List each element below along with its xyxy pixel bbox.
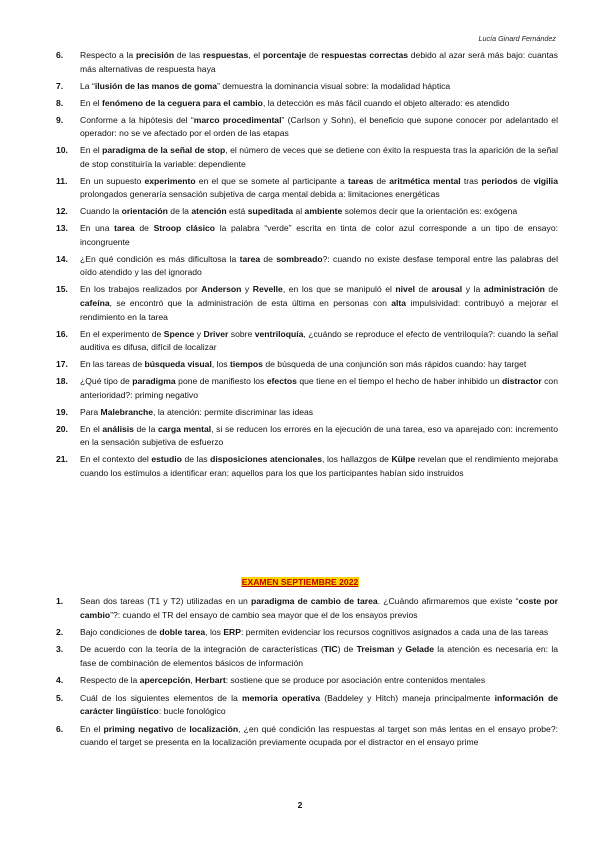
list-item: [56, 723, 558, 750]
key-term: carga mental: [157, 423, 212, 434]
section-title-text: EXAMEN SEPTIEMBRE 2022: [241, 577, 359, 587]
page-number: 2: [297, 800, 303, 810]
item-text: [80, 284, 558, 321]
item-number: 9.: [56, 114, 64, 125]
text-run: y: [241, 284, 253, 295]
key-term: TIC: [323, 644, 338, 655]
key-term: administración: [483, 284, 545, 295]
text-run: impulsividad: contribuyó a mejorar el rendimiento en la tarea: [80, 298, 558, 322]
item-text: [80, 254, 558, 278]
text-run: al: [293, 206, 305, 217]
key-term: experimento: [144, 175, 196, 186]
key-term: porcentaje: [262, 50, 307, 60]
key-term: Treisman: [356, 644, 395, 655]
list-item: [56, 97, 558, 111]
text-run: en el que se somete al participante a: [195, 175, 348, 186]
item-text: [80, 98, 509, 108]
text-run: En el: [80, 145, 103, 156]
item-text: [80, 407, 313, 417]
item-number: 3.: [56, 644, 64, 655]
text-run: . ¿Cuándo afirmaremos que existe “: [377, 596, 519, 606]
key-term: alta: [391, 298, 407, 309]
key-term: Anderson: [201, 284, 242, 295]
key-term: periodos: [481, 175, 518, 186]
list-item: [56, 643, 558, 670]
item-number: 19.: [56, 406, 68, 417]
text-run: , el: [248, 50, 263, 60]
text-run: En un supuesto: [80, 175, 145, 186]
item-text: [80, 81, 450, 91]
key-term: apercepción: [139, 675, 191, 686]
key-term: arousal: [431, 284, 463, 295]
item-number: 20.: [56, 423, 68, 434]
item-text: [80, 675, 485, 685]
item-text: [80, 693, 558, 717]
text-run: de: [260, 253, 277, 264]
key-term: paradigma de la señal de stop: [102, 145, 226, 156]
text-run: de: [373, 175, 390, 186]
key-term: tarea: [239, 253, 261, 264]
item-text: [80, 50, 558, 74]
text-run: tras: [460, 175, 482, 186]
key-term: ERP: [223, 626, 241, 637]
list-item: [56, 205, 558, 219]
key-term: información de carácter lingüístico: [80, 692, 558, 717]
key-term: Spence: [163, 328, 195, 339]
list-item: [56, 49, 558, 76]
text-run: , los: [205, 626, 224, 637]
text-run: (Baddeley y Hitch) maneja principalmente: [320, 692, 495, 703]
key-term: orientación: [121, 206, 168, 217]
text-run: que tiene en el tiempo el hecho de haber inhibido un: [296, 376, 503, 387]
list-item: [56, 328, 558, 355]
text-run: de: [134, 223, 154, 234]
text-run: prolongados generaría sensación subjetiva de carga mental debida a: limitaciones energéticas: [80, 189, 440, 200]
item-text: [80, 376, 558, 400]
key-term: Stroop clásico: [153, 223, 216, 234]
text-run: de: [306, 50, 322, 60]
question-list-2: [56, 595, 558, 754]
text-run: Respecto a la: [80, 50, 136, 60]
text-run: de la: [133, 423, 158, 434]
item-number: 10.: [56, 145, 68, 156]
text-run: sobre: [228, 328, 255, 339]
key-term: nivel: [395, 284, 416, 295]
item-text: [80, 329, 558, 353]
list-item: [56, 80, 558, 94]
key-term: distractor: [502, 376, 542, 387]
item-text: [80, 424, 558, 448]
text-run: y: [394, 644, 406, 655]
item-text: [80, 359, 526, 369]
list-item: [56, 358, 558, 372]
text-run: , el número de veces que se detiene con éxito la respuesta tras la aparición de la señal de stop constituiría la variable: dependiente: [80, 145, 558, 169]
key-term: Malebranche: [100, 406, 154, 417]
list-item: [56, 375, 558, 402]
text-run: ?: cuando no existe desfase temporal entre las palabras del oído atendido y las del ignorado: [80, 253, 558, 278]
key-term: ambiente: [304, 206, 343, 217]
text-run: , ¿en qué condición las respuestas al target son más lentas en el ensayo probe?: cuando el target se presenta en la localización previamente ocupada por el distractor en el ensayo prime: [80, 723, 558, 748]
key-term: efectos: [266, 376, 297, 387]
item-number: 13.: [56, 223, 68, 234]
item-text: [80, 627, 548, 637]
text-run: La “: [80, 80, 95, 91]
item-number: 7.: [56, 80, 64, 91]
item-number: 11.: [56, 175, 68, 186]
text-run: En el: [80, 97, 102, 108]
text-run: , la atención: permite discriminar las ideas: [153, 406, 314, 417]
key-term: paradigma: [132, 376, 176, 387]
text-run: En una: [80, 223, 115, 234]
key-term: respuestas correctas: [321, 50, 409, 60]
item-text: [80, 115, 558, 139]
key-term: paradigma de cambio de tarea: [250, 596, 378, 606]
text-run: y: [194, 328, 204, 339]
text-run: la palabra “verde” escrita en tinta de color azul corresponde a un tipo de ensayo: incongruente: [80, 223, 559, 247]
list-item: [56, 595, 558, 622]
text-run: Bajo condiciones de: [80, 626, 160, 637]
item-text: [80, 596, 558, 620]
list-item: [56, 692, 558, 719]
author-name: Lucía Ginard Fernández: [478, 34, 556, 43]
text-run: solemos decir que la orientación es: exógena: [342, 206, 518, 217]
text-run: ¿En qué condición es más dificultosa la: [80, 253, 240, 264]
text-run: Para: [80, 406, 101, 417]
text-run: de las: [181, 454, 211, 465]
key-term: estudio: [151, 454, 182, 465]
text-run: de las: [174, 50, 203, 60]
item-text: [80, 206, 517, 216]
text-run: : bucle fonológico: [158, 706, 226, 717]
text-run: la atención es necesaria en: la fase de combinación de elementos básicos de información: [80, 644, 559, 668]
key-term: localización: [189, 723, 239, 734]
text-run: ¿Qué tipo de: [80, 376, 133, 387]
key-term: aritmética mental: [389, 175, 461, 186]
text-run: En las tareas de: [80, 359, 145, 370]
key-term: Herbart: [195, 675, 226, 686]
item-text: [80, 724, 558, 748]
item-number: 6.: [56, 50, 64, 60]
text-run: pone de manifiesto los: [175, 376, 267, 387]
item-number: 5.: [56, 692, 64, 703]
list-item: [56, 423, 558, 450]
item-number: 16.: [56, 328, 68, 339]
text-run: : sostiene que se produce por asociación entre contenidos mentales: [225, 675, 486, 686]
key-term: coste por cambio: [80, 596, 558, 620]
list-item: [56, 626, 558, 640]
item-number: 2.: [56, 626, 64, 637]
key-term: Revelle: [252, 284, 283, 295]
item-number: 15.: [56, 284, 68, 295]
key-term: marco procedimental: [193, 114, 282, 125]
key-term: Driver: [203, 328, 229, 339]
item-number: 1.: [56, 596, 64, 606]
list-item: [56, 175, 558, 202]
text-run: ” (Carlson y Sohn), el beneficio que supone conocer por adelantado el operador: no se ve afectado por el orden de las etapas: [80, 114, 558, 139]
key-term: cafeína: [80, 298, 110, 309]
list-item: [56, 674, 558, 688]
text-run: En el experimento de: [80, 328, 164, 339]
key-term: respuestas: [202, 50, 249, 60]
text-run: Cuál de los siguientes elementos de la: [80, 692, 242, 703]
text-run: y la: [462, 284, 484, 295]
key-term: ventriloquía: [254, 328, 304, 339]
text-run: con anterioridad?: priming negativo: [80, 376, 558, 400]
item-number: 18.: [56, 376, 68, 387]
text-run: debido al azar será más bajo: cuantas más alternativas de respuesta haya: [80, 50, 558, 74]
item-number: 17.: [56, 359, 68, 370]
text-run: revelan que el rendimiento mejoraba cuando los estímulos a identificar eran: aquellos para los que los participantes habían sido instruidos: [80, 454, 558, 478]
text-run: de: [544, 284, 558, 295]
text-run: Cuando la: [80, 206, 122, 217]
text-run: , los hallazgos de: [322, 454, 392, 465]
text-run: de: [415, 284, 432, 295]
list-item: [56, 453, 558, 480]
item-number: 12.: [56, 206, 68, 217]
text-run: , se encontró que la administración de esta última en personas con: [109, 298, 392, 309]
key-term: análisis: [102, 423, 134, 434]
key-term: atención: [191, 206, 227, 217]
key-term: búsqueda visual: [144, 359, 212, 370]
key-term: tiempos: [230, 359, 263, 370]
text-run: ”?: cuando el TR del ensayo de cambio sea mayor que el de los ensayos previos: [110, 609, 418, 620]
key-term: supeditada: [247, 206, 294, 217]
text-run: Conforme a la hipótesis del “: [80, 114, 194, 125]
list-item: [56, 406, 558, 420]
key-term: fenómeno de la ceguera para el cambio: [101, 97, 263, 108]
list-item: [56, 283, 558, 324]
text-run: de: [173, 723, 190, 734]
key-term: priming negativo: [103, 723, 174, 734]
text-run: : permiten evidenciar los recursos cognitivos asignados a cada una de las tareas: [241, 626, 549, 637]
item-text: [80, 454, 558, 478]
item-text: [80, 176, 558, 200]
list-item: [56, 253, 558, 280]
text-run: de: [517, 175, 534, 186]
key-term: sombreado: [276, 253, 323, 264]
text-run: de la: [167, 206, 192, 217]
text-run: ) de: [337, 644, 357, 655]
key-term: precisión: [135, 50, 175, 60]
text-run: , ¿cuándo se reproduce el efecto de ventriloquía?: cuando la señal auditiva es difusa, difícil de localizar: [80, 328, 558, 353]
text-run: Respecto de la: [80, 675, 140, 686]
text-run: está: [226, 206, 248, 217]
text-run: En el contexto del: [80, 454, 152, 465]
item-number: 14.: [56, 253, 68, 264]
text-run: , en los que se manipuló el: [282, 284, 396, 295]
key-term: Gelade: [405, 644, 434, 655]
question-list-1: [56, 49, 558, 484]
key-term: vigilia: [533, 175, 558, 186]
text-run: , los: [211, 359, 230, 370]
list-item: [56, 144, 558, 171]
item-number: 21.: [56, 454, 68, 465]
text-run: En los trabajos realizados por: [80, 284, 202, 295]
key-term: disposiciones atencionales: [210, 454, 323, 465]
item-text: [80, 145, 558, 169]
key-term: tareas: [347, 175, 374, 186]
text-run: , si se reducen los errores en la ejecución de una tarea, eso va aparejado con: incremento en la sensación subjetiva de esfuerzo: [80, 423, 558, 448]
list-item: [56, 222, 558, 249]
key-term: doble tarea: [159, 626, 206, 637]
list-item: [56, 114, 558, 141]
key-term: memoria operativa: [241, 692, 321, 703]
text-run: de búsqueda de una conjunción son más rápidos cuando: hay target: [262, 359, 527, 370]
text-run: Sean dos tareas (T1 y T2) utilizadas en un: [80, 596, 251, 606]
text-run: , la detección es más fácil cuando el objeto alterado: es atendido: [262, 97, 510, 108]
text-run: En el: [80, 723, 104, 734]
text-run: En el: [80, 423, 103, 434]
text-run: De acuerdo con la teoría de la integración de características (: [80, 644, 324, 655]
key-term: tarea: [114, 223, 135, 234]
key-term: Külpe: [391, 454, 416, 465]
item-number: 4.: [56, 675, 64, 686]
text-run: ” demuestra la dominancia visual sobre: la modalidad háptica: [217, 80, 451, 91]
key-term: ilusión de las manos de goma: [94, 80, 218, 91]
item-text: [80, 644, 558, 668]
item-number: 8.: [56, 97, 64, 108]
section-title: [0, 577, 600, 587]
text-run: ,: [190, 675, 196, 686]
item-number: 6.: [56, 723, 64, 734]
item-text: [80, 223, 558, 247]
